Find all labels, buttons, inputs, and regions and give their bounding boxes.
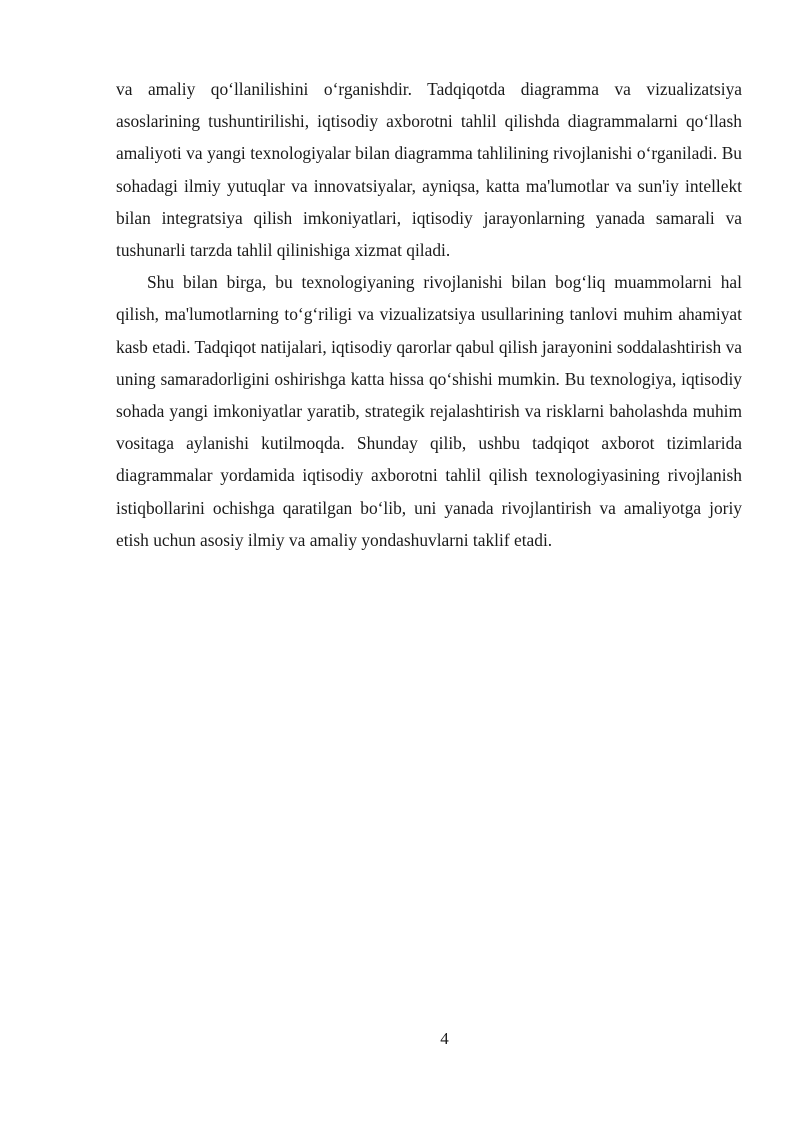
paragraph: Shu bilan birga, bu texnologiyaning rivojlanishi bilan bog‘liq muammolarni hal qilish, ma'lumotlarning to‘g‘riligi va vizualizatsiya usullarining tanlovi muhim ahamiyat kasb etadi. Tadqiqot natijalari, iqtisodiy qarorlar qabul qilish jarayonini soddalashtirish va uning samaradorligini oshirishga katta hissa qo‘shishi mumkin. Bu texnologiya, iqtisodiy sohada yangi imkoniyatlar yaratib, strategik rejalashtirish va risklarni baholashda muhim vositaga aylanishi kutilmoqda. Shunday qilib, ushbu tadqiqot axborot tizimlarida diagrammalar yordamida iqtisodiy axborotni tahlil qilish texnologiyasining rivojlanish istiqbollarini ochishga qaratilgan bo‘lib, uni yanada rivojlantirish va amaliyotga joriy etish uchun asosiy ilmiy va amaliy yondashuvlarni taklif etadi.: [116, 272, 742, 550]
body-text: [116, 73, 742, 556]
page-number: 4: [440, 1029, 449, 1048]
paragraph-continued: va amaliy qo‘llanilishini o‘rganishdir. Tadqiqotda diagramma va vizualizatsiya asoslarining tushuntirilishi, iqtisodiy axborotni tahlil qilishda diagrammalarni qo‘llash amaliyoti va yangi texnologiyalar bilan diagramma tahlilining rivojlanishi o‘rganiladi. Bu sohadagi ilmiy yutuqlar va innovatsiyalar, ayniqsa, katta ma'lumotlar va sun'iy intellekt bilan integratsiya qilish imkoniyatlari, iqtisodiy jarayonlarning yanada samarali va tushunarli tarzda tahlil qilinishiga xizmat qiladi.: [116, 79, 742, 261]
